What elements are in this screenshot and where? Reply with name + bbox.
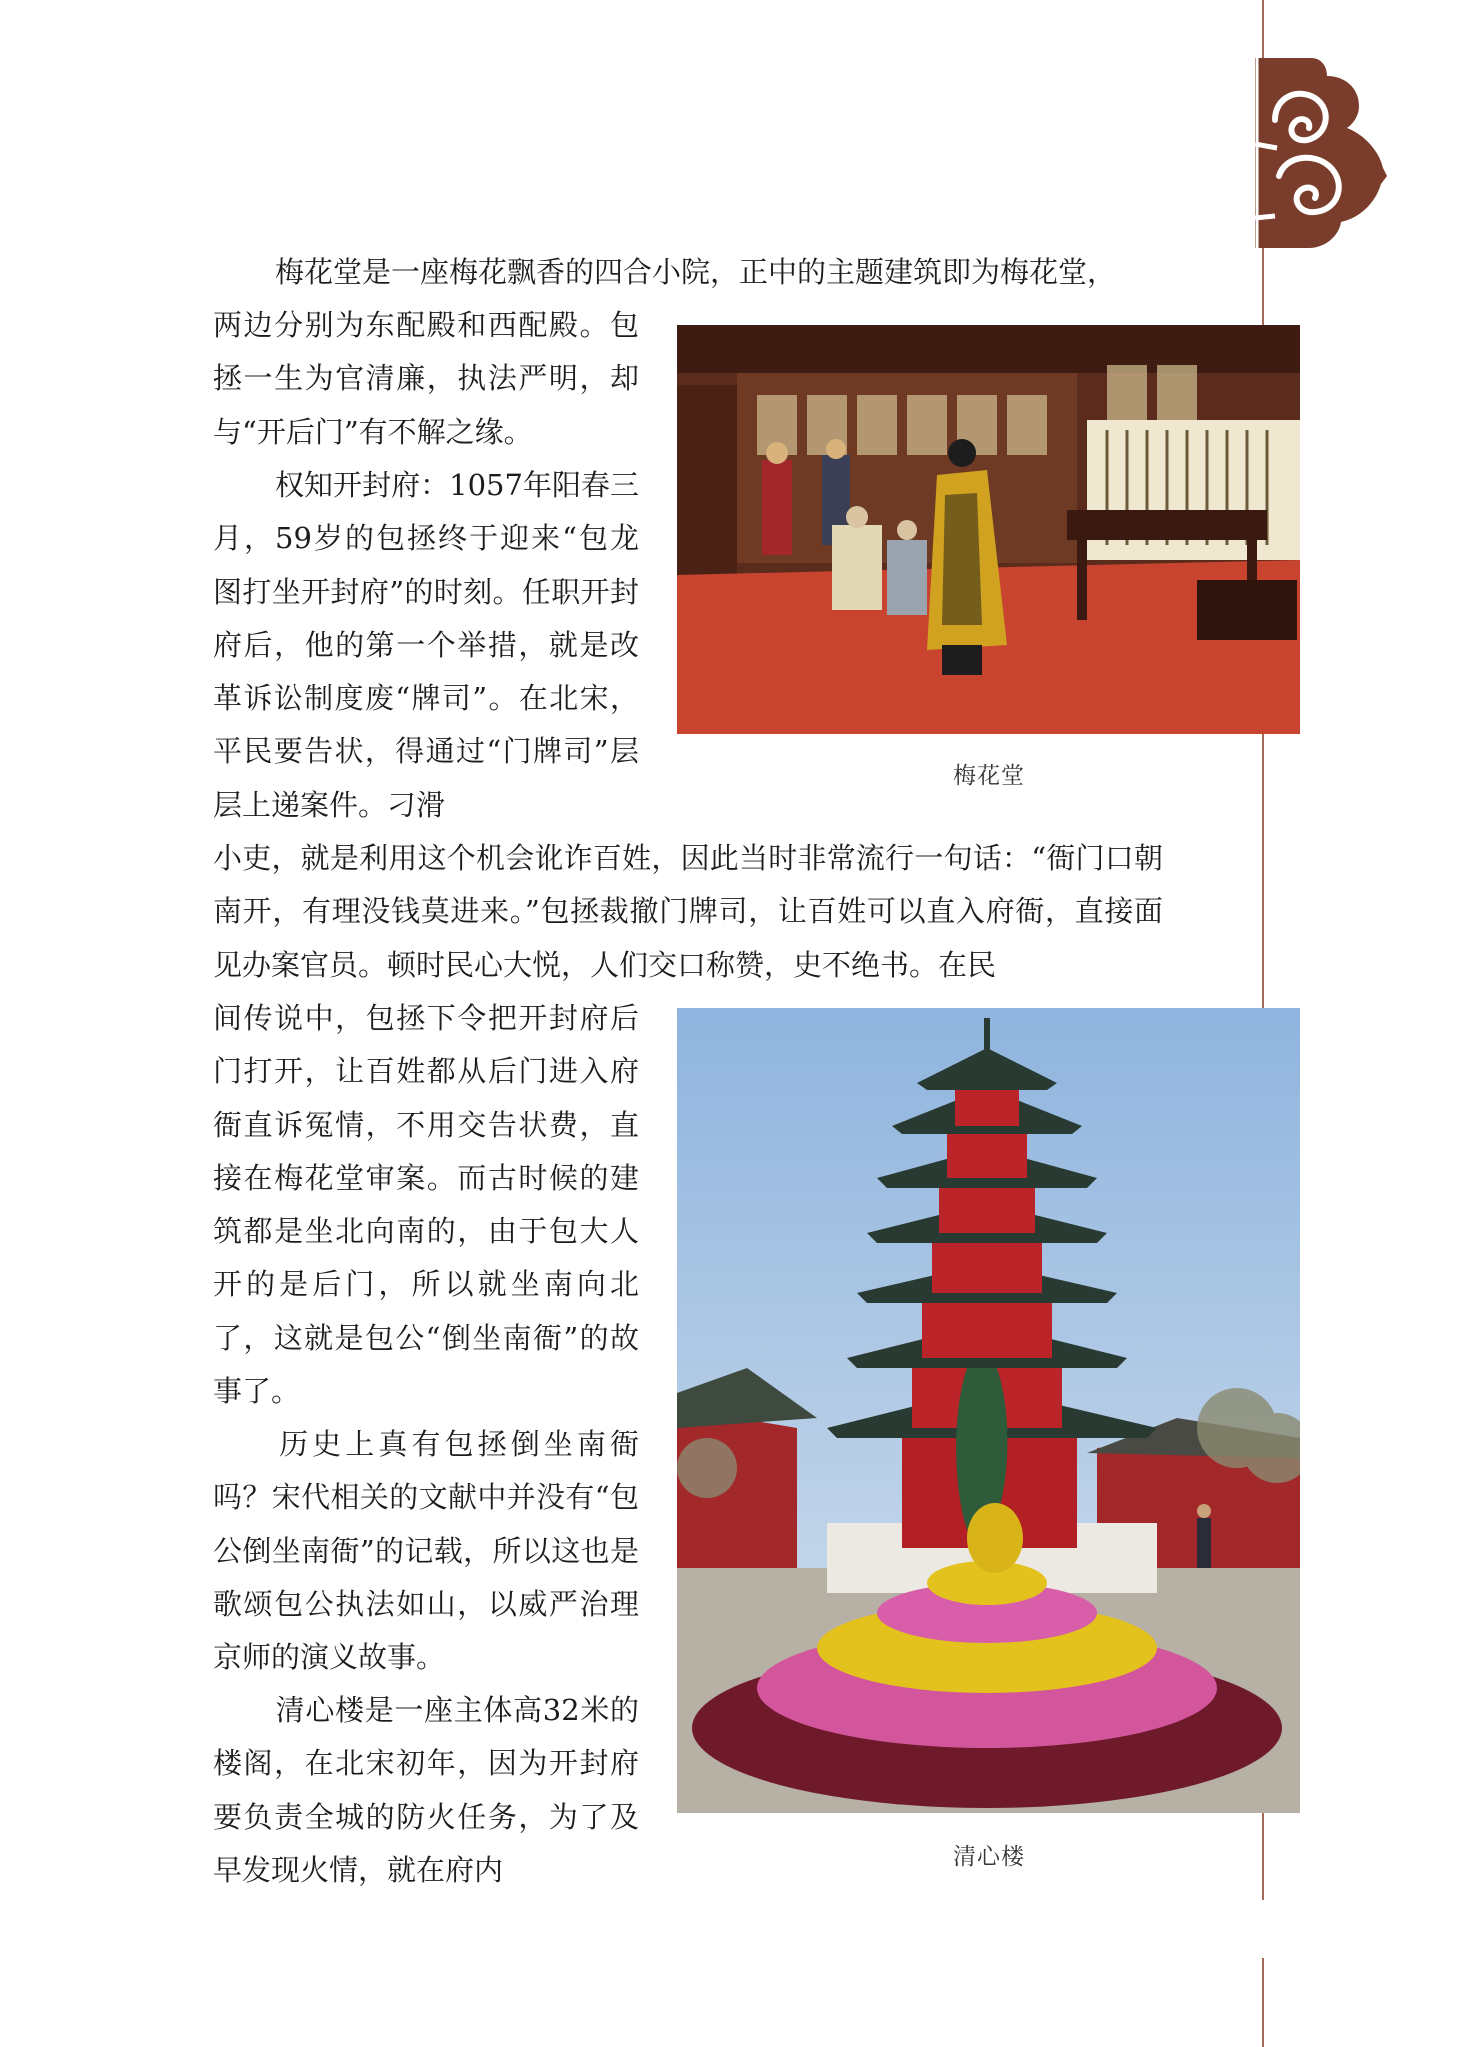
paragraph-history: 历史上真有包拯倒坐南衙吗？宋代相关的文献中并没有“包公倒坐南衙”的记载，所以这也是歌颂包公执法如山，以威严治理京师的演义故事。 <box>213 1427 639 1675</box>
paragraph-kaifengfu-continued: 小吏，就是利用这个机会讹诈百姓，因此当时非常流行一句话：“衙门口朝南开，有理没钱莫进来。”包拯裁撤门牌司，让百姓可以直入府衙，直接面见办案官员。顿时民心大悦，人们交口称赞，史不绝书。在民 <box>213 841 1163 982</box>
margin-rule-bottom <box>1262 1958 1264 2047</box>
qingxinlou-caption: 清心楼 <box>953 1844 1025 1870</box>
meihuatang-photo <box>677 325 1300 734</box>
paragraph-meihuatang: 两边分别为东配殿和西配殿。包拯一生为官清廉，执法严明，却与“开后门”有不解之缘。 <box>213 308 639 449</box>
qingxinlou-photo <box>677 1008 1300 1813</box>
paragraph-qingxinlou: 清心楼是一座主体高32米的楼阁，在北宋初年，因为开封府要负责全城的防火任务，为了及早发现火情，就在府内 <box>213 1693 639 1887</box>
paragraph-kaifengfu: 权知开封府：1057年阳春三月，59岁的包拯终于迎来“包龙图打坐开封府”的时刻。任职开封府后，他的第一个举措，就是改革诉讼制度废“牌司”。在北宋，平民要告状，得通过“门牌司”层层上递案件。刁滑 <box>213 468 639 822</box>
paragraph-meihuatang-line1: 梅花堂是一座梅花飘香的四合小院，正中的主题建筑即为梅花堂， <box>275 255 1117 289</box>
meihuatang-caption: 梅花堂 <box>953 763 1025 789</box>
paragraph-daozuo-nanya: 间传说中，包拯下令把开封府后门打开，让百姓都从后门进入府衙直诉冤情，不用交告状费，直接在梅花堂审案。而古时候的建筑都是坐北向南的，由于包大人开的是后门，所以就坐南向北了，这就是包公“倒坐南衙”的故事了。 <box>213 1001 639 1409</box>
cloud-ornament-icon <box>1255 58 1387 250</box>
